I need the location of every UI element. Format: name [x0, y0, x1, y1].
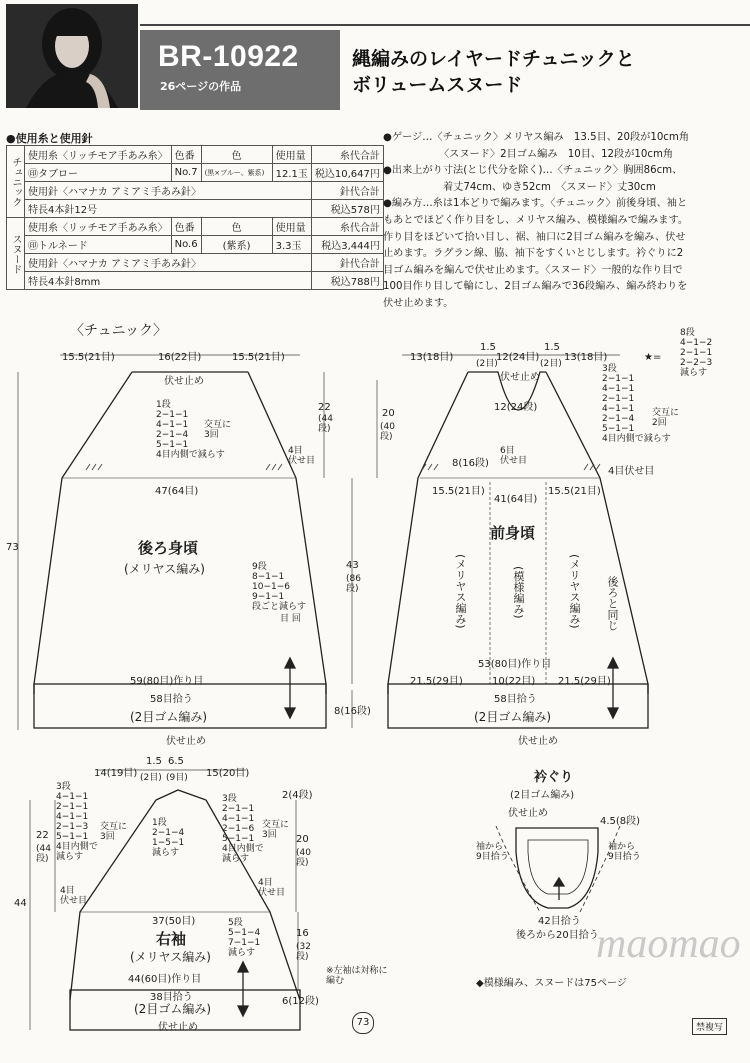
how-line-5: 目ゴム編みを編んで伏せ止めます。〈スヌード〉一般的な作り目で [383, 264, 683, 276]
sleeve-inner-dec: 1段 2−1−4 1−5−1 減らす [152, 818, 185, 858]
back-side-dec: 9段 8−1−1 10−1−6 9−1−1 段ごと減らす [252, 562, 307, 612]
sleeve-alt-left: 交互に 3回 [100, 822, 128, 842]
th-total-2: 糸代合計 [311, 218, 383, 236]
sleeve-top-h: 2(4段) [282, 790, 313, 801]
sleeve-h22: 22 [36, 830, 49, 841]
how-line-3: 作り目をほどいて拾い目し、裾、袖口に2目ゴム編みを編み、伏せ [383, 231, 686, 243]
tunic-total: 税込10,647円 [311, 164, 383, 182]
front-pattern-right: (メリヤス編み) [568, 554, 581, 629]
back-width-center: 16(22目) [158, 352, 202, 363]
sleeve-cast-on: 44(60目)作り目 [128, 974, 202, 985]
front-pick-up: 58目拾う [494, 694, 537, 705]
tunic-colno: No.7 [171, 164, 201, 182]
front-w-c2: 12(24目) [496, 352, 540, 363]
front-star: ★= [644, 352, 662, 363]
sleeve-alt-right: 交互に 3回 [262, 820, 290, 840]
snood-total: 税込3,444円 [311, 236, 383, 254]
tunic-color: (黒×ブルー、紫系) [201, 164, 272, 182]
sleeve-fuse4-left: 4目 伏せ目 [60, 886, 88, 906]
sleeve-w-c1: 1.5 [146, 756, 162, 767]
front-bind-off-2: 伏せ止め [518, 736, 558, 747]
front-rib: (2目ゴム編み) [474, 710, 551, 724]
sleeve-w-c2b: (9目) [166, 773, 188, 783]
snood-needle-heading: 使用針〈ハマナカ アミアミ手あみ針〉 [25, 254, 312, 272]
th-amount-2: 使用量 [272, 218, 311, 236]
snood-yarn: ㊞トルネード [25, 236, 172, 254]
th-color: 色 [201, 146, 272, 164]
front-width-left: 13(18目) [410, 352, 454, 363]
sleeve-w37: 37(50目) [152, 916, 196, 927]
back-w47: 47(64目) [155, 486, 199, 497]
sleeve-rows: 5段 5−1−4 7−1−1 減らす [228, 918, 261, 958]
how-line-4: 止めます。ラグラン線、脇、袖下をすくいとじします。衿ぐりに2 [383, 248, 684, 260]
tunic-needle: 特長4本針12号 [25, 200, 312, 218]
how-line-6: 100目作り目して輪にし、2目ゴム編みで36段編み、編み終わりを [383, 281, 688, 293]
th-color-2: 色 [201, 218, 272, 236]
front-h8: 8(16段) [452, 458, 489, 469]
front-h20: 20 [382, 408, 395, 419]
back-width-left: 15.5(21目) [62, 352, 115, 363]
how-line-2: もあとでほどく作り目をし、メリヤス編み、模様編みで編みます。 [383, 214, 689, 226]
copyright-badge: 禁複写 [692, 1018, 727, 1035]
snood-label: スヌード [7, 218, 25, 290]
title-line-1: 縄編みのレイヤードチュニックと [352, 48, 635, 70]
front-alternate: 交互に 2回 [652, 408, 680, 428]
front-fuse4: 4目伏せ目 [608, 466, 655, 477]
size-line-2: 着丈74cm、ゆき52cm 〈スヌード〉丈30cm [443, 181, 656, 193]
collar-pick-42: 42目拾う [538, 916, 581, 927]
front-w-a: 15.5(21目) [432, 486, 485, 497]
front-w-c: 15.5(21目) [548, 486, 601, 497]
back-stitch: (メリヤス編み) [124, 562, 205, 576]
back-bind-off: 伏せ止め [164, 376, 204, 387]
sleeve-h44: (44 段) [36, 844, 51, 864]
collar-stitch: (2目ゴム編み) [510, 790, 575, 801]
sleeve-h6: 6(12段) [282, 996, 319, 1007]
size-line-1: ●出来上がり寸法(とじ代分を除く)…〈チュニック〉胸囲86cm、 [383, 165, 683, 177]
pattern-note: ◆模様編み、スヌードは75ページ [476, 978, 627, 989]
front-pattern-left: (メリヤス編み) [454, 554, 467, 629]
tunic-needle-price: 税込578円 [311, 200, 383, 218]
front-bind-off: 伏せ止め [500, 372, 540, 383]
sleeve-h20: 20 [296, 834, 309, 845]
front-neck-fuse6: 6目 伏せ目 [500, 446, 528, 466]
back-bind-off-2: 伏せ止め [166, 736, 206, 747]
back-body-name: 後ろ身頃 [138, 539, 199, 557]
back-h44: (44 段) [318, 414, 333, 434]
sleeve-pick-up: 38目拾う [150, 992, 193, 1003]
collar-left-pick: 袖から 9目拾う [476, 842, 509, 862]
gauge-line-2: 〈スヌード〉2目ゴム編み 10目、12段が10cm角 [439, 148, 674, 160]
sleeve-width-left: 14(19目) [94, 768, 138, 779]
collar-height: 4.5(8段) [600, 816, 641, 827]
front-w-c3b: (2目) [540, 359, 562, 369]
page-number: 73 [352, 1012, 374, 1034]
sleeve-name: 右袖 [156, 930, 187, 948]
sleeve-w-c1b: (2目) [140, 773, 162, 783]
back-side-dec2: 目 回 [280, 614, 301, 624]
back-fuse4: 4目 伏せ目 [288, 446, 316, 466]
back-h22: 22 [318, 402, 331, 413]
tunic-label: チュニック [7, 146, 25, 218]
tunic-needle-heading: 使用針〈ハマナカ アミアミ手あみ針〉 [25, 182, 312, 200]
back-pick-up: 58目拾う [150, 694, 193, 705]
th-colno-2: 色番 [171, 218, 201, 236]
tunic-yarn: ㊞タブロー [25, 164, 172, 182]
front-star-rows: 8段 4−1−2 2−1−1 2−2−3 減らす [680, 328, 713, 378]
back-rib: (2目ゴム編み) [130, 710, 207, 724]
back-h73: 73 [6, 542, 19, 553]
sleeve-h16: 16 [296, 928, 309, 939]
how-line-7: 伏せ止めます。 [383, 297, 454, 309]
back-h43: 43 [346, 560, 359, 571]
snood-amount: 3.3玉 [272, 236, 311, 254]
sleeve-stitch: (メリヤス編み) [130, 950, 211, 964]
front-w-c1: 1.5 [480, 342, 496, 353]
front-cast-on: 53(80目)作り目 [478, 659, 552, 670]
snood-colno: No.6 [171, 236, 201, 254]
collar-title: 衿ぐり [534, 770, 574, 785]
materials-heading: ●使用糸と使用針 [6, 132, 93, 145]
snood-needle-price: 税込788円 [311, 272, 383, 290]
snood-needle: 特長4本針8mm [25, 272, 312, 290]
sleeve-rib: (2目ゴム編み) [134, 1002, 211, 1016]
front-b3: 21.5(29目) [558, 676, 611, 687]
th-total: 糸代合計 [311, 146, 383, 164]
collar-pick-20: 後ろから20目拾う [516, 930, 599, 941]
back-width-right: 15.5(21目) [232, 352, 285, 363]
sleeve-width-right: 15(20目) [206, 768, 250, 779]
gauge-line-1: ●ゲージ…〈チュニック〉メリヤス編み 13.5目、20段が10cm角 [383, 132, 690, 143]
sleeve-w-c2: 6.5 [168, 756, 184, 767]
needle-total-heading: 針代合計 [311, 182, 383, 200]
back-h86: (86 段) [346, 574, 361, 594]
front-pattern-center: (模様編み) [512, 566, 525, 619]
front-body-name: 前身頃 [490, 524, 536, 542]
back-cast-on: 59(80目)作り目 [130, 676, 204, 687]
front-w-c1b: (2目) [476, 359, 498, 369]
page-reference: 26ページの作品 [160, 80, 242, 93]
front-b1: 21.5(29目) [410, 676, 463, 687]
tunic-title: 〈チュニック〉 [70, 323, 168, 339]
front-raglan-dec: 3段 2−1−1 4−1−1 2−1−1 4−1−1 2−1−4 5−1−1 4目内側で減らす [602, 364, 671, 444]
front-width-right: 13(18目) [564, 352, 608, 363]
sleeve-bind-off: 伏せ止め [158, 1022, 198, 1033]
collar-right-pick: 袖から 9目拾う [608, 842, 641, 862]
front-same-as-back: 後ろと同じ [606, 576, 619, 631]
th-amount: 使用量 [272, 146, 311, 164]
sleeve-h40: (40 段) [296, 848, 311, 868]
front-neck-12: 12(24段) [494, 402, 538, 413]
how-line-1: ●編み方…糸は1本どりで編みます。〈チュニック〉前後身頃、袖と [383, 198, 688, 210]
sleeve-dec-right: 3段 2−1−1 4−1−1 2−1−6 5−1−1 4目内側で 減らす [222, 794, 264, 864]
collar-bind-off: 伏せ止め [508, 808, 548, 819]
snood-color: (紫系) [201, 236, 272, 254]
back-alternate: 交互に 3回 [204, 420, 232, 440]
th-yarn: 使用糸〈リッチモア手あみ糸〉 [25, 146, 172, 164]
front-h40: (40 段) [380, 422, 395, 442]
sleeve-h32: (32 段) [296, 942, 311, 962]
sleeve-h44-total: 44 [14, 898, 27, 909]
tunic-amount: 12.1玉 [272, 164, 311, 182]
pattern-code: BR-10922 [158, 40, 299, 73]
sleeve-dec-left: 3段 4−1−1 2−1−1 4−1−1 2−1−3 5−1−1 4目内側で 減らす [56, 782, 98, 862]
front-w-b: 41(64目) [494, 494, 538, 505]
back-h8: 8(16段) [334, 706, 371, 717]
front-b2: 10(22目) [492, 676, 536, 687]
back-raglan-dec: 1段 2−1−1 4−1−1 2−1−4 5−1−1 4目内側で減らす [156, 400, 225, 460]
left-sleeve-note: ※左袖は対称に 編む [326, 966, 388, 986]
sleeve-fuse4-right: 4目 伏せ目 [258, 878, 286, 898]
th-colno: 色番 [171, 146, 201, 164]
needle-total-heading-2: 針代合計 [311, 254, 383, 272]
front-w-c3: 1.5 [544, 342, 560, 353]
watermark: maomao [596, 921, 741, 967]
title-line-2: ボリュームスヌード [352, 74, 523, 96]
th-yarn-2: 使用糸〈リッチモア手あみ糸〉 [25, 218, 172, 236]
